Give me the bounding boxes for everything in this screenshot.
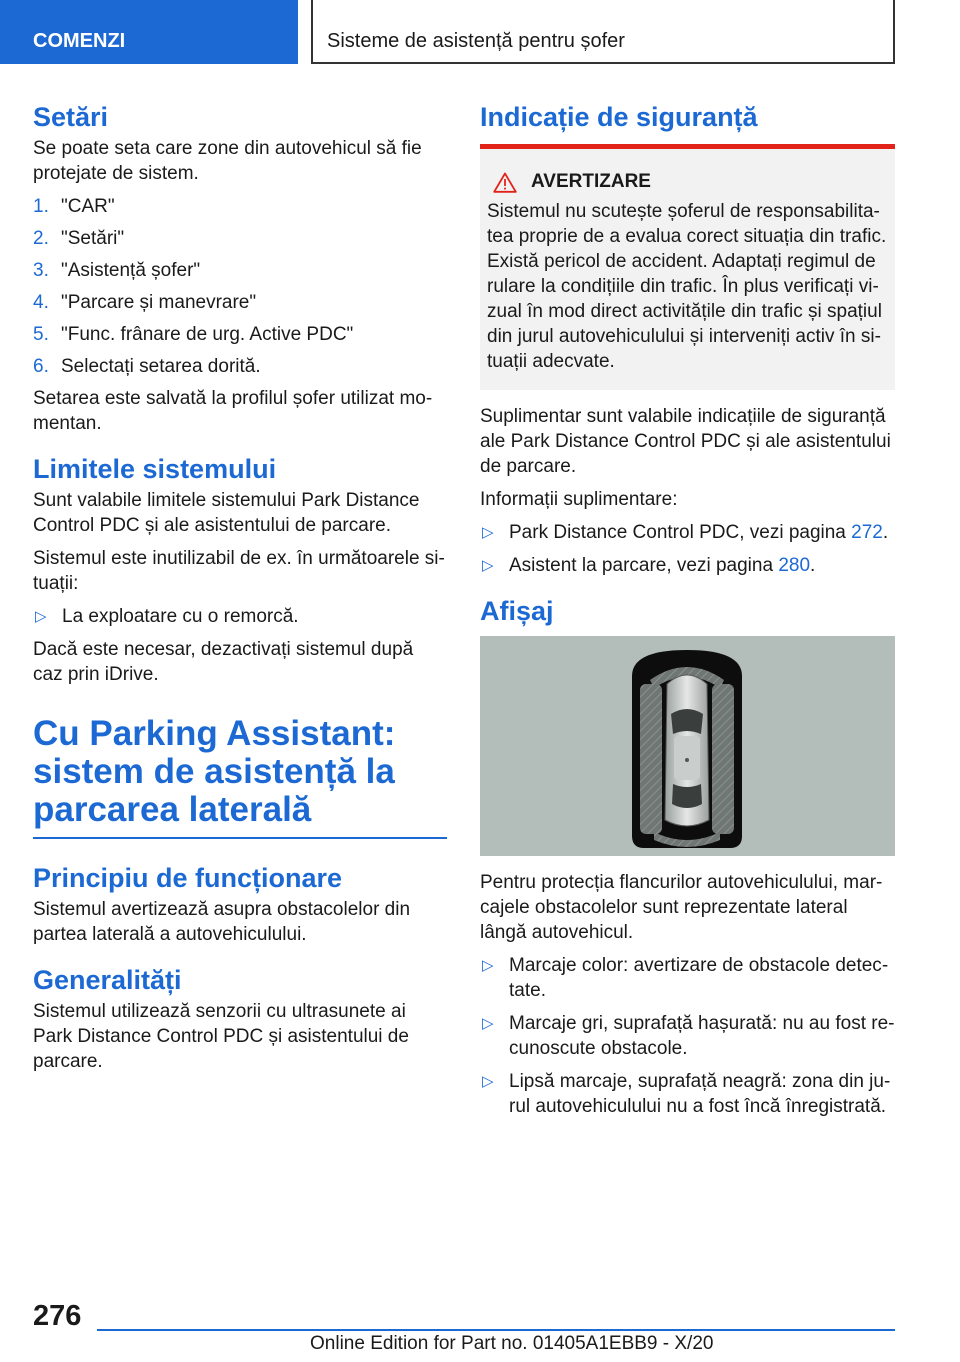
step-number: 1. [33, 196, 49, 217]
reference-text: Park Distance Control PDC, vezi pagina [509, 522, 852, 543]
list-item [480, 1011, 895, 1061]
limite-paragraph-3: Dacă este necesar, dezactivați sistemul după caz prin iDrive. [33, 639, 414, 685]
reference-text: Asistent la parcare, vezi pagina [509, 555, 779, 576]
warning-box [480, 144, 895, 390]
warning-label: AVERTIZARE [531, 171, 651, 192]
step-number: 6. [33, 356, 49, 377]
list-item-text: Marcaje gri, suprafață hașurată: nu au fost recunoscute obstacole. [509, 1013, 895, 1059]
list-item-text: Lipsă marcaje, suprafață neagră: zona din jurul autovehiculului nu a fost încă înregistrată. [509, 1071, 891, 1117]
marker-list [480, 953, 895, 1119]
heading-siguranta: Indicație de siguranță [480, 102, 758, 132]
triangle-bullet-icon: ▷ [482, 957, 494, 974]
reference-list [480, 520, 895, 578]
list-item [33, 604, 447, 629]
triangle-bullet-icon: ▷ [482, 1073, 494, 1090]
heading-generalitati: Generalități [33, 965, 182, 995]
step-number: 4. [33, 292, 49, 313]
parking-display-figure [480, 636, 895, 856]
generalitati-paragraph: Sistemul utilizează senzorii cu ultrasunete ai Park Distance Control PDC și asistentului de parcare. [33, 1001, 409, 1072]
step-text: Selectați setarea dorită. [61, 356, 261, 377]
chapter-tab [311, 0, 895, 64]
step-text: "CAR" [61, 196, 115, 217]
page-link-272[interactable]: 272 [851, 522, 883, 543]
step-item [33, 290, 447, 315]
section-tab [0, 0, 298, 64]
step-item [33, 194, 447, 219]
settings-steps [33, 194, 447, 379]
info-label: Informații suplimentare: [480, 489, 678, 510]
step-item [33, 226, 447, 251]
heading-limite: Limitele sistemului [33, 454, 277, 484]
principiu-paragraph: Sistemul avertizează asupra obstacolelor din partea laterală a autovehiculului. [33, 899, 411, 945]
step-text: "Setări" [61, 228, 125, 249]
limite-list [33, 604, 447, 629]
list-item-text: Marcaje color: avertizare de obstacole detectate. [509, 955, 889, 1001]
step-item [33, 354, 447, 379]
list-item [480, 553, 895, 578]
list-item [480, 1069, 895, 1119]
step-number: 2. [33, 228, 49, 249]
limite-paragraph-1: Sunt valabile limitele sistemului Park Distance Control PDC și ale asistentului de parcare. [33, 490, 420, 536]
triangle-bullet-icon: ▷ [482, 1015, 494, 1032]
step-number: 5. [33, 324, 49, 345]
heading-afisaj: Afișaj [480, 596, 554, 626]
step-item [33, 258, 447, 283]
warning-header [487, 171, 887, 193]
reference-end: . [882, 522, 889, 543]
step-text: "Func. frânare de urg. Active PDC" [61, 324, 354, 345]
supplementary-paragraph: Suplimentar sunt valabile indicațiile de siguranță ale Park Distance Control PDC și ale asistentului de parcare. [480, 406, 891, 477]
triangle-bullet-icon: ▷ [35, 608, 47, 625]
right-column [480, 100, 895, 1127]
limite-paragraph-2: Sistemul este inutilizabil de ex. în următoarele situații: [33, 548, 445, 594]
chapter-title: Sisteme de asistență pentru șofer [327, 30, 625, 52]
step-number: 3. [33, 260, 49, 281]
triangle-bullet-icon: ▷ [482, 557, 494, 574]
page-link-280[interactable]: 280 [778, 555, 811, 576]
list-item-text: La exploatare cu o remorcă. [62, 606, 299, 627]
heading-principiu: Principiu de funcționare [33, 863, 343, 893]
step-item [33, 322, 447, 347]
reference-end: . [810, 555, 816, 576]
setari-intro: Se poate seta care zone din autovehicul să fie protejate de sistem. [33, 138, 422, 184]
step-text: "Asistență șofer" [61, 260, 201, 281]
footer-divider [97, 1329, 895, 1331]
afisaj-paragraph: Pentru protecția flancurilor autovehiculului, marcajele obstacolelor sunt reprezentate lateral lângă autovehicul. [480, 872, 883, 943]
list-item [480, 953, 895, 1003]
edition-text: Online Edition for Part no. 01405A1EBB9 - X/20 [310, 1333, 714, 1354]
triangle-bullet-icon: ▷ [482, 524, 494, 541]
step-text: "Parcare și manevrare" [61, 292, 257, 313]
list-item [480, 520, 895, 545]
section-title: COMENZI [33, 30, 126, 52]
warning-triangle-icon [493, 172, 517, 193]
parking-car-illustration [480, 636, 895, 856]
heading-setari: Setări [33, 102, 109, 132]
left-column [33, 100, 447, 1082]
chapter-heading: Cu Parking Assistant: sistem de asistență la parcarea laterală [33, 715, 447, 839]
page-number: 276 [33, 1300, 82, 1332]
setari-note: Setarea este salvată la profilul șofer utilizat momentan. [33, 388, 433, 434]
warning-text: Sistemul nu scutește șoferul de responsabilitatea proprie de a evalua corect situația din trafic. Există pericol de accident. Adaptați regimul de rulare la condițiile din trafic. În plus verificați vizual în mod direct activitățile din trafic și spațiul din jurul autovehiculului și interveniți activ în situații adecvate. [487, 201, 887, 372]
